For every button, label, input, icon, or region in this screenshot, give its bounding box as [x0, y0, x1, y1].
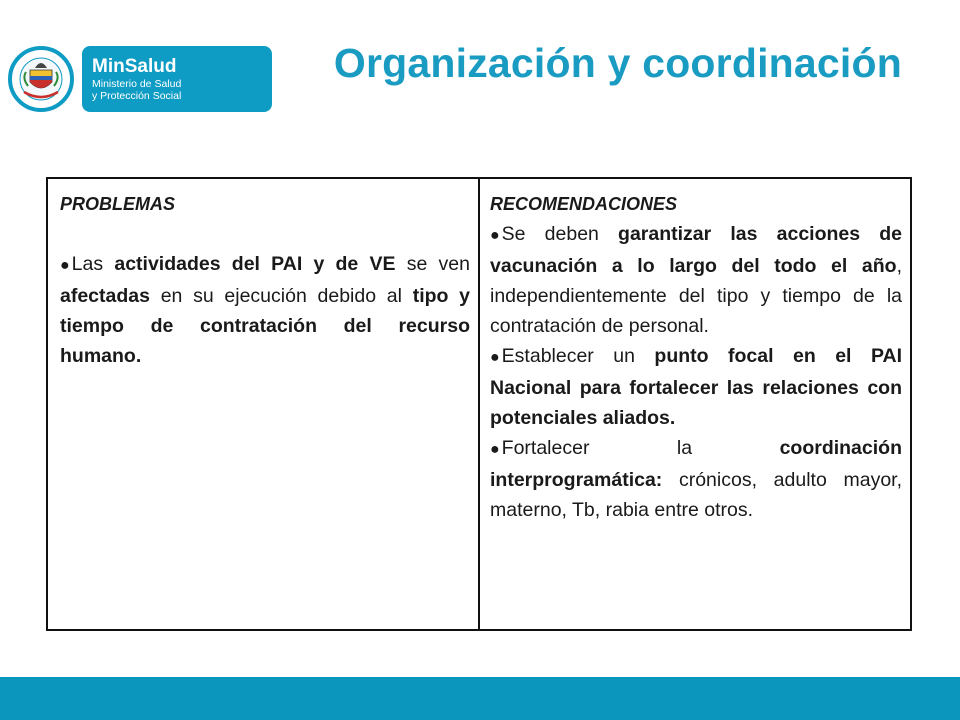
recommendation-3-text: crónicos, adulto mayor, materno, Tb, rabia entre otros. — [490, 469, 902, 521]
problems-heading: PROBLEMAS — [60, 194, 176, 214]
recommendations-heading: RECOMENDACIONES — [490, 194, 678, 214]
problems-recommendations-table — [46, 177, 912, 631]
footer-bar — [0, 677, 960, 720]
bullet-dot-icon: ● — [490, 227, 500, 244]
problems-bullet-text: actividades del PAI y de VE — [114, 253, 396, 275]
recommendation-item — [490, 341, 902, 433]
recommendations-column — [480, 179, 910, 629]
colombia-seal-icon — [8, 46, 74, 112]
recommendation-1-text: garantizar las acciones de vacunación a lo largo del todo el año — [490, 223, 903, 277]
recommendation-3-text: Fortalecer la — [501, 437, 780, 459]
recommendation-1-text: Se deben — [501, 223, 619, 245]
recommendation-2-text: Establecer un — [501, 345, 655, 367]
recommendations-list — [490, 219, 902, 525]
recommendation-1-text: , independientemente del tipo y tiempo de la contratación de personal. — [490, 255, 902, 337]
problems-bullet — [60, 249, 470, 371]
problems-bullet-text: afectadas — [60, 285, 150, 307]
bullet-dot-icon: ● — [490, 441, 500, 458]
brand-subtitle — [92, 78, 262, 102]
brand-line-1: Ministerio de Salud — [92, 78, 182, 90]
problems-bullet-text: Las — [71, 253, 115, 275]
brand-name: MinSalud — [92, 56, 177, 77]
minsalud-logo — [82, 46, 272, 112]
recommendation-3-text: coordinación interprogramática: — [490, 437, 902, 491]
recommendation-item — [490, 433, 902, 525]
problems-bullet-text: en su ejecución debido al — [149, 285, 413, 307]
recommendation-2-text: punto focal en el PAI Nacional para fortalecer las relaciones con potenciales aliados. — [490, 345, 902, 429]
recommendation-item — [490, 219, 902, 341]
problems-bullet-text: se ven — [395, 253, 470, 275]
bullet-dot-icon: ● — [490, 349, 500, 366]
problems-bullet-text: tipo y tiempo de contratación del recurso humano. — [60, 285, 471, 367]
slide-title: Organización y coordinación — [333, 40, 902, 86]
slide-header — [0, 0, 960, 130]
brand-line-2: y Protección Social — [92, 90, 182, 102]
bullet-dot-icon: ● — [60, 257, 70, 274]
problems-column — [48, 179, 480, 629]
